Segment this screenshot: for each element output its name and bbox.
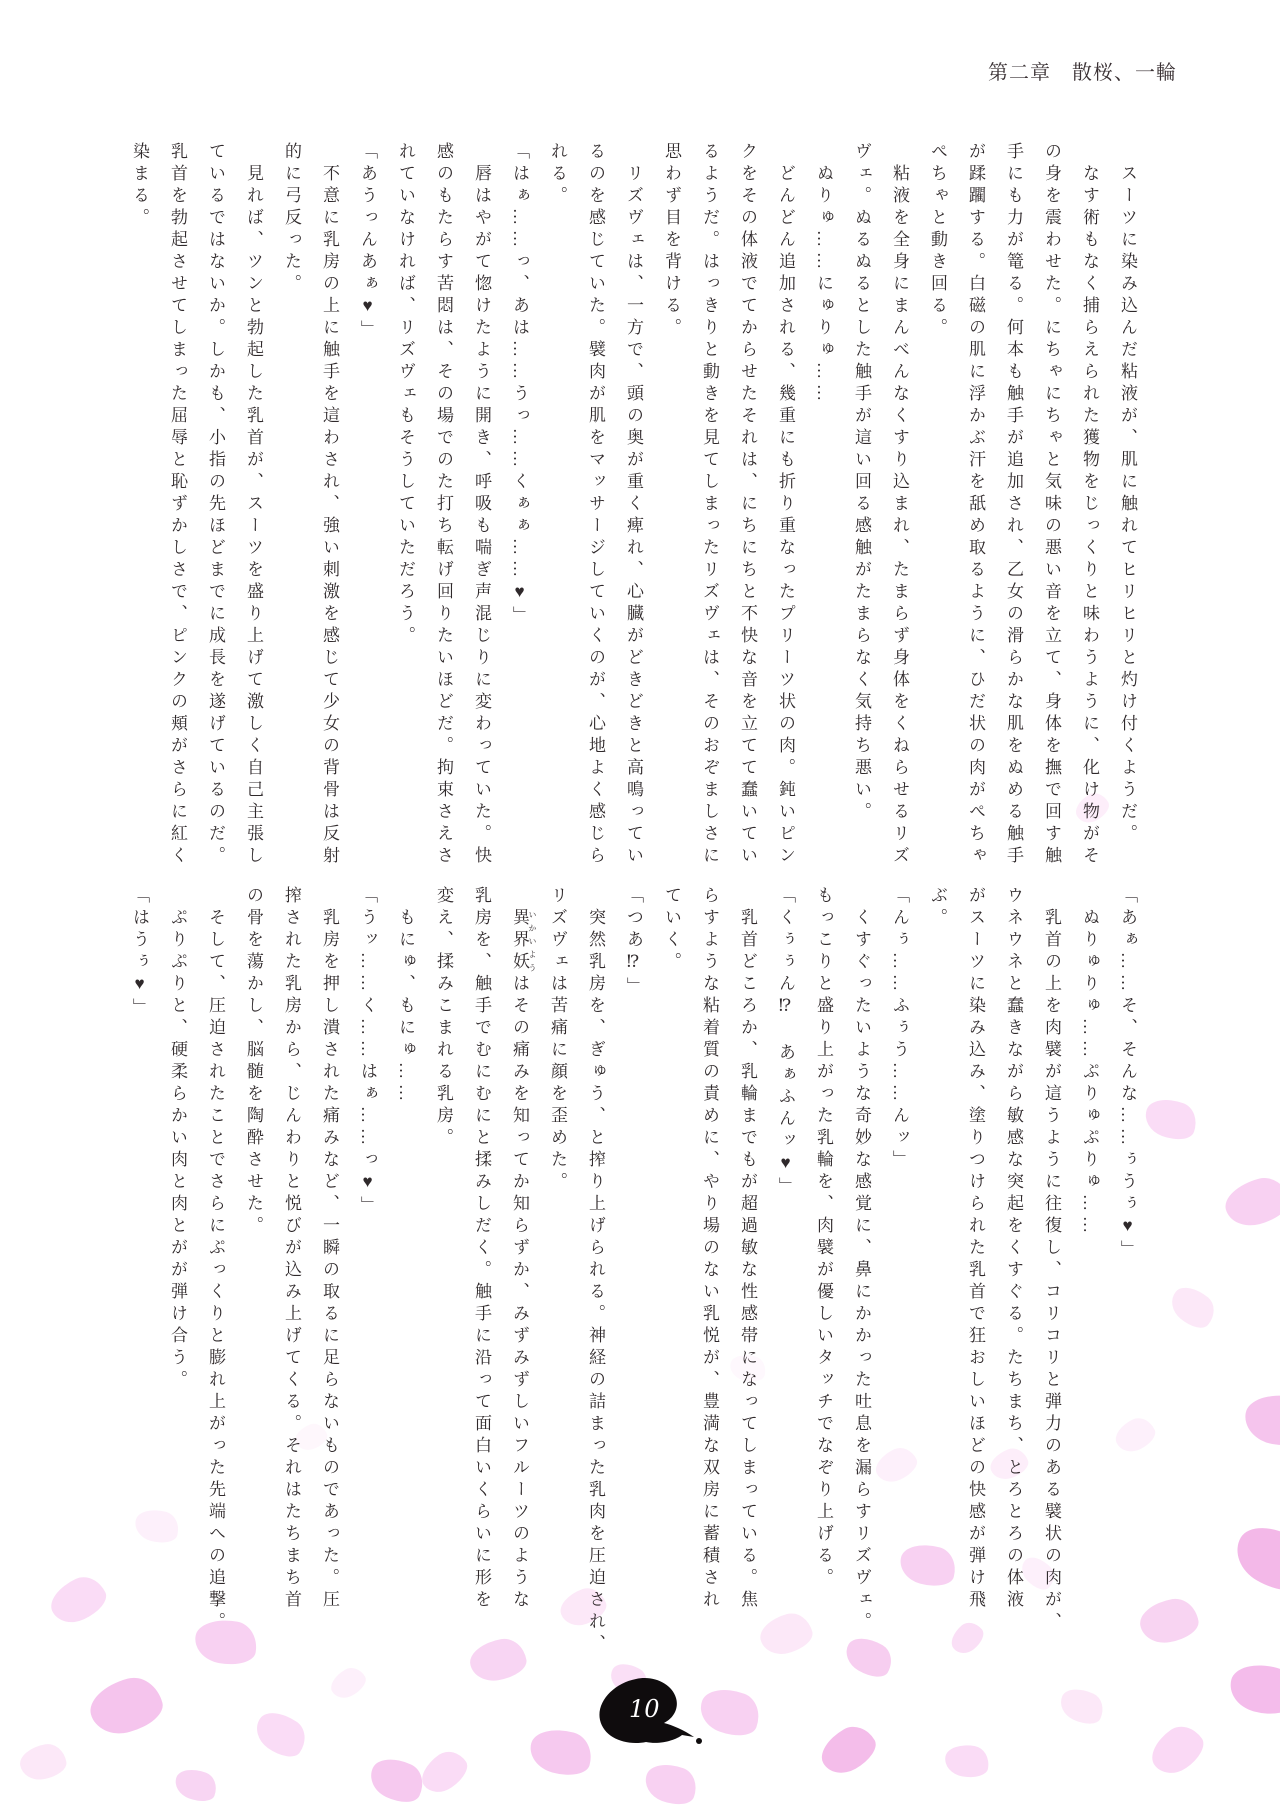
text-line: れていなければ、リズヴェもそうしていただろう。 [396, 142, 415, 648]
text-line: 突然乳房を、ぎゅう、と搾り上げられる。神経の詰まった乳肉を圧迫され、 [586, 908, 605, 1656]
text-line: 「はぁ……っ、あは……うっ……くぁぁ……♥」 [510, 142, 529, 628]
text-line: リズヴェは、一方で、頭の奥が重く痺れ、心臓がどきどきと高鳴ってい [624, 164, 643, 868]
text-line: 「つあ⁉」 [624, 886, 643, 999]
text-line: どんどん追加される、幾重にも折り重なったプリーツ状の肉。鈍いピン [776, 164, 795, 868]
text-line: 的に弓反った。 [282, 142, 301, 296]
sakura-petal [640, 1757, 702, 1810]
text-line: リズヴェは苦痛に顔を歪めた。 [548, 886, 567, 1194]
text-line: れる。 [548, 142, 567, 208]
text-line: クをその体液でてからせたそれは、にちにちと不快な音を立てて蠢いてい [738, 142, 757, 868]
body-text-block-top [120, 142, 1146, 922]
text-line: 「んぅ……ふぅう……んッ」 [890, 886, 909, 1172]
text-line: 「はうぅ♥」 [130, 886, 149, 1020]
text-line: 「うッ……く……はぁ……っ♥」 [358, 886, 377, 1218]
text-line: 思わず目を背ける。 [662, 142, 681, 340]
text-line: 乳房を、触手でむにむにと揉みしだく。触手に沿って面白いくらいに形を [472, 886, 491, 1612]
text-line: 粘液を全身にまんべんなくすり込まれ、たまらず身体をくねらせるリズ [890, 164, 909, 868]
text-line: そして、圧迫されたことでさらにぷっくりと膨れ上がった先端への追撃。 [206, 908, 225, 1634]
text-line: るようだ。はっきりと動きを見てしまったリズヴェは、そのおぞましさに [700, 142, 719, 868]
text-line: 乳首どころか、乳輪までもが超過敏な性感帯になってしまっている。焦 [738, 908, 757, 1612]
text-line: ぷりぷりと、硬柔らかい肉と肉とがが弾け合う。 [168, 908, 187, 1392]
text-line: の骨を蕩かし、脳髄を陶酔させた。 [244, 886, 263, 1238]
text-line: 染まる。 [130, 142, 149, 230]
text-line: 不意に乳房の上に触手を這わされ、強い刺激を感じて少女の背骨は反射 [320, 164, 339, 868]
page-number: 10 [629, 1695, 660, 1723]
sakura-petal [415, 1744, 474, 1799]
text-line: 乳房を押し潰された痛みなど、一瞬の取るに足らないものであった。圧 [320, 908, 339, 1612]
text-line: 感のもたらす苦悶は、その場でのた打ち転げ回りたいほどだ。拘束さえさ [434, 142, 453, 868]
sakura-petal [44, 1570, 112, 1630]
text-line: がスーツに染み込み、塗りつけられた乳首で狂おしいほどの快感が弾け飛 [966, 886, 985, 1612]
text-line: 乳首の上を肉襞が這うように往復し、コリコリと弾力のある襞状の肉が、 [1042, 908, 1061, 1634]
text-line: らすような粘着質の責めに、やり場のない乳悦が、豊満な双房に蓄積され [700, 886, 719, 1612]
text-line: なす術もなく捕らえられた獲物をじっくりと味わうように、化け物がそ [1080, 164, 1099, 868]
text-line: 唇はやがて惚けたように開き、呼吸も喘ぎ声混じりに変わっていた。快 [472, 164, 491, 868]
text-line: 搾された乳房から、じんわりと悦びが込み上げてくる。それはたちまち首 [282, 886, 301, 1612]
text-line: スーツに染み込んだ粘液が、肌に触れてヒリヒリと灼け付くようだ。 [1118, 164, 1137, 846]
body-text-block-bottom [120, 886, 1146, 1686]
text-line: もっこりと盛り上がった乳輪を、肉襞が優しいタッチでなぞり上げる。 [814, 886, 833, 1590]
sakura-petal [1143, 1718, 1210, 1782]
sakura-petal [364, 1750, 430, 1809]
page-number-area [596, 1676, 706, 1754]
text-line: もにゅ、もにゅ…… [396, 908, 415, 1106]
sakura-petal [1055, 1682, 1108, 1730]
text-line: 乳首を勃起させてしまった屈辱と恥ずかしさで、ピンクの頬がさらに紅く [168, 142, 187, 868]
sakura-petal [17, 1741, 68, 1782]
text-line: ぬりゅ……にゅりゅ…… [814, 164, 833, 406]
text-line: ウネウネと蠢きながら敏感な突起をくすぐる。たちまち、とろとろの体液 [1004, 886, 1023, 1612]
text-line: くすぐったいような奇妙な感覚に、鼻にかかった吐息を漏らすリズヴェ。 [852, 908, 871, 1634]
text-line: 「あうっんあぁ♥」 [358, 142, 377, 342]
text-line: 異界妖 いかいようはその痛みを知ってか知らずか、みずみずしいフルーツのような [510, 908, 537, 1612]
text-line: 「くぅぅん⁉ あぁふんッ♥」 [776, 886, 795, 1199]
sakura-petal [171, 1764, 221, 1807]
text-line: ぺちゃと動き回る。 [928, 142, 947, 340]
text-line: ていく。 [662, 886, 681, 974]
sakura-petal [1137, 1595, 1201, 1646]
sakura-petal [1241, 1389, 1280, 1450]
text-line: が蹂躙する。白磁の肌に浮かぶ汗を舐め取るように、ひだ状の肉がぺちゃ [966, 142, 985, 868]
text-line: 変え、揉みこまれる乳房。 [434, 886, 453, 1150]
sakura-petal [1225, 1657, 1280, 1720]
sakura-petal [1226, 1514, 1280, 1601]
ruby-furigana: 異界妖 いかいよう [510, 908, 537, 974]
text-line: 見れば、ツンと勃起した乳首が、スーツを盛り上げて激しく自己主張し [244, 164, 263, 868]
text-line: るのを感じていた。襞肉が肌をマッサージしていくのが、心地よく感じら [586, 142, 605, 868]
text-line: ぶ。 [928, 886, 947, 930]
sakura-petal [1140, 1092, 1202, 1145]
sakura-petal [814, 1719, 882, 1782]
text-line: ているではないか。しかも、小指の先ほどまでに成長を遂げているのだ。 [206, 142, 225, 868]
text-line: 手にも力が篭る。何本も触手が追加され、乙女の滑らかな肌をぬめる触手 [1004, 142, 1023, 868]
sakura-petal [249, 1704, 313, 1765]
text-line: ぬりゅりゅ……ぷりゅぷりゅ…… [1080, 908, 1099, 1238]
sakura-petal [1220, 1172, 1280, 1231]
text-line: の身を震わせた。にちゃにちゃと気味の悪い音を立て、身体を撫で回す触 [1042, 142, 1061, 868]
text-line: 「あぁ……そ、そんな……ぅうぅ♥」 [1118, 886, 1137, 1262]
sakura-petal [525, 1723, 596, 1782]
sakura-petal [943, 1741, 992, 1780]
ink-blob-icon [596, 1676, 706, 1754]
chapter-header: 第二章 散桜、一輪 [988, 62, 1177, 84]
sakura-petal [1164, 1279, 1221, 1335]
text-line: ヴェ。ぬるぬるとした触手が這い回る感触がたまらなく気持ち悪い。 [852, 142, 871, 824]
